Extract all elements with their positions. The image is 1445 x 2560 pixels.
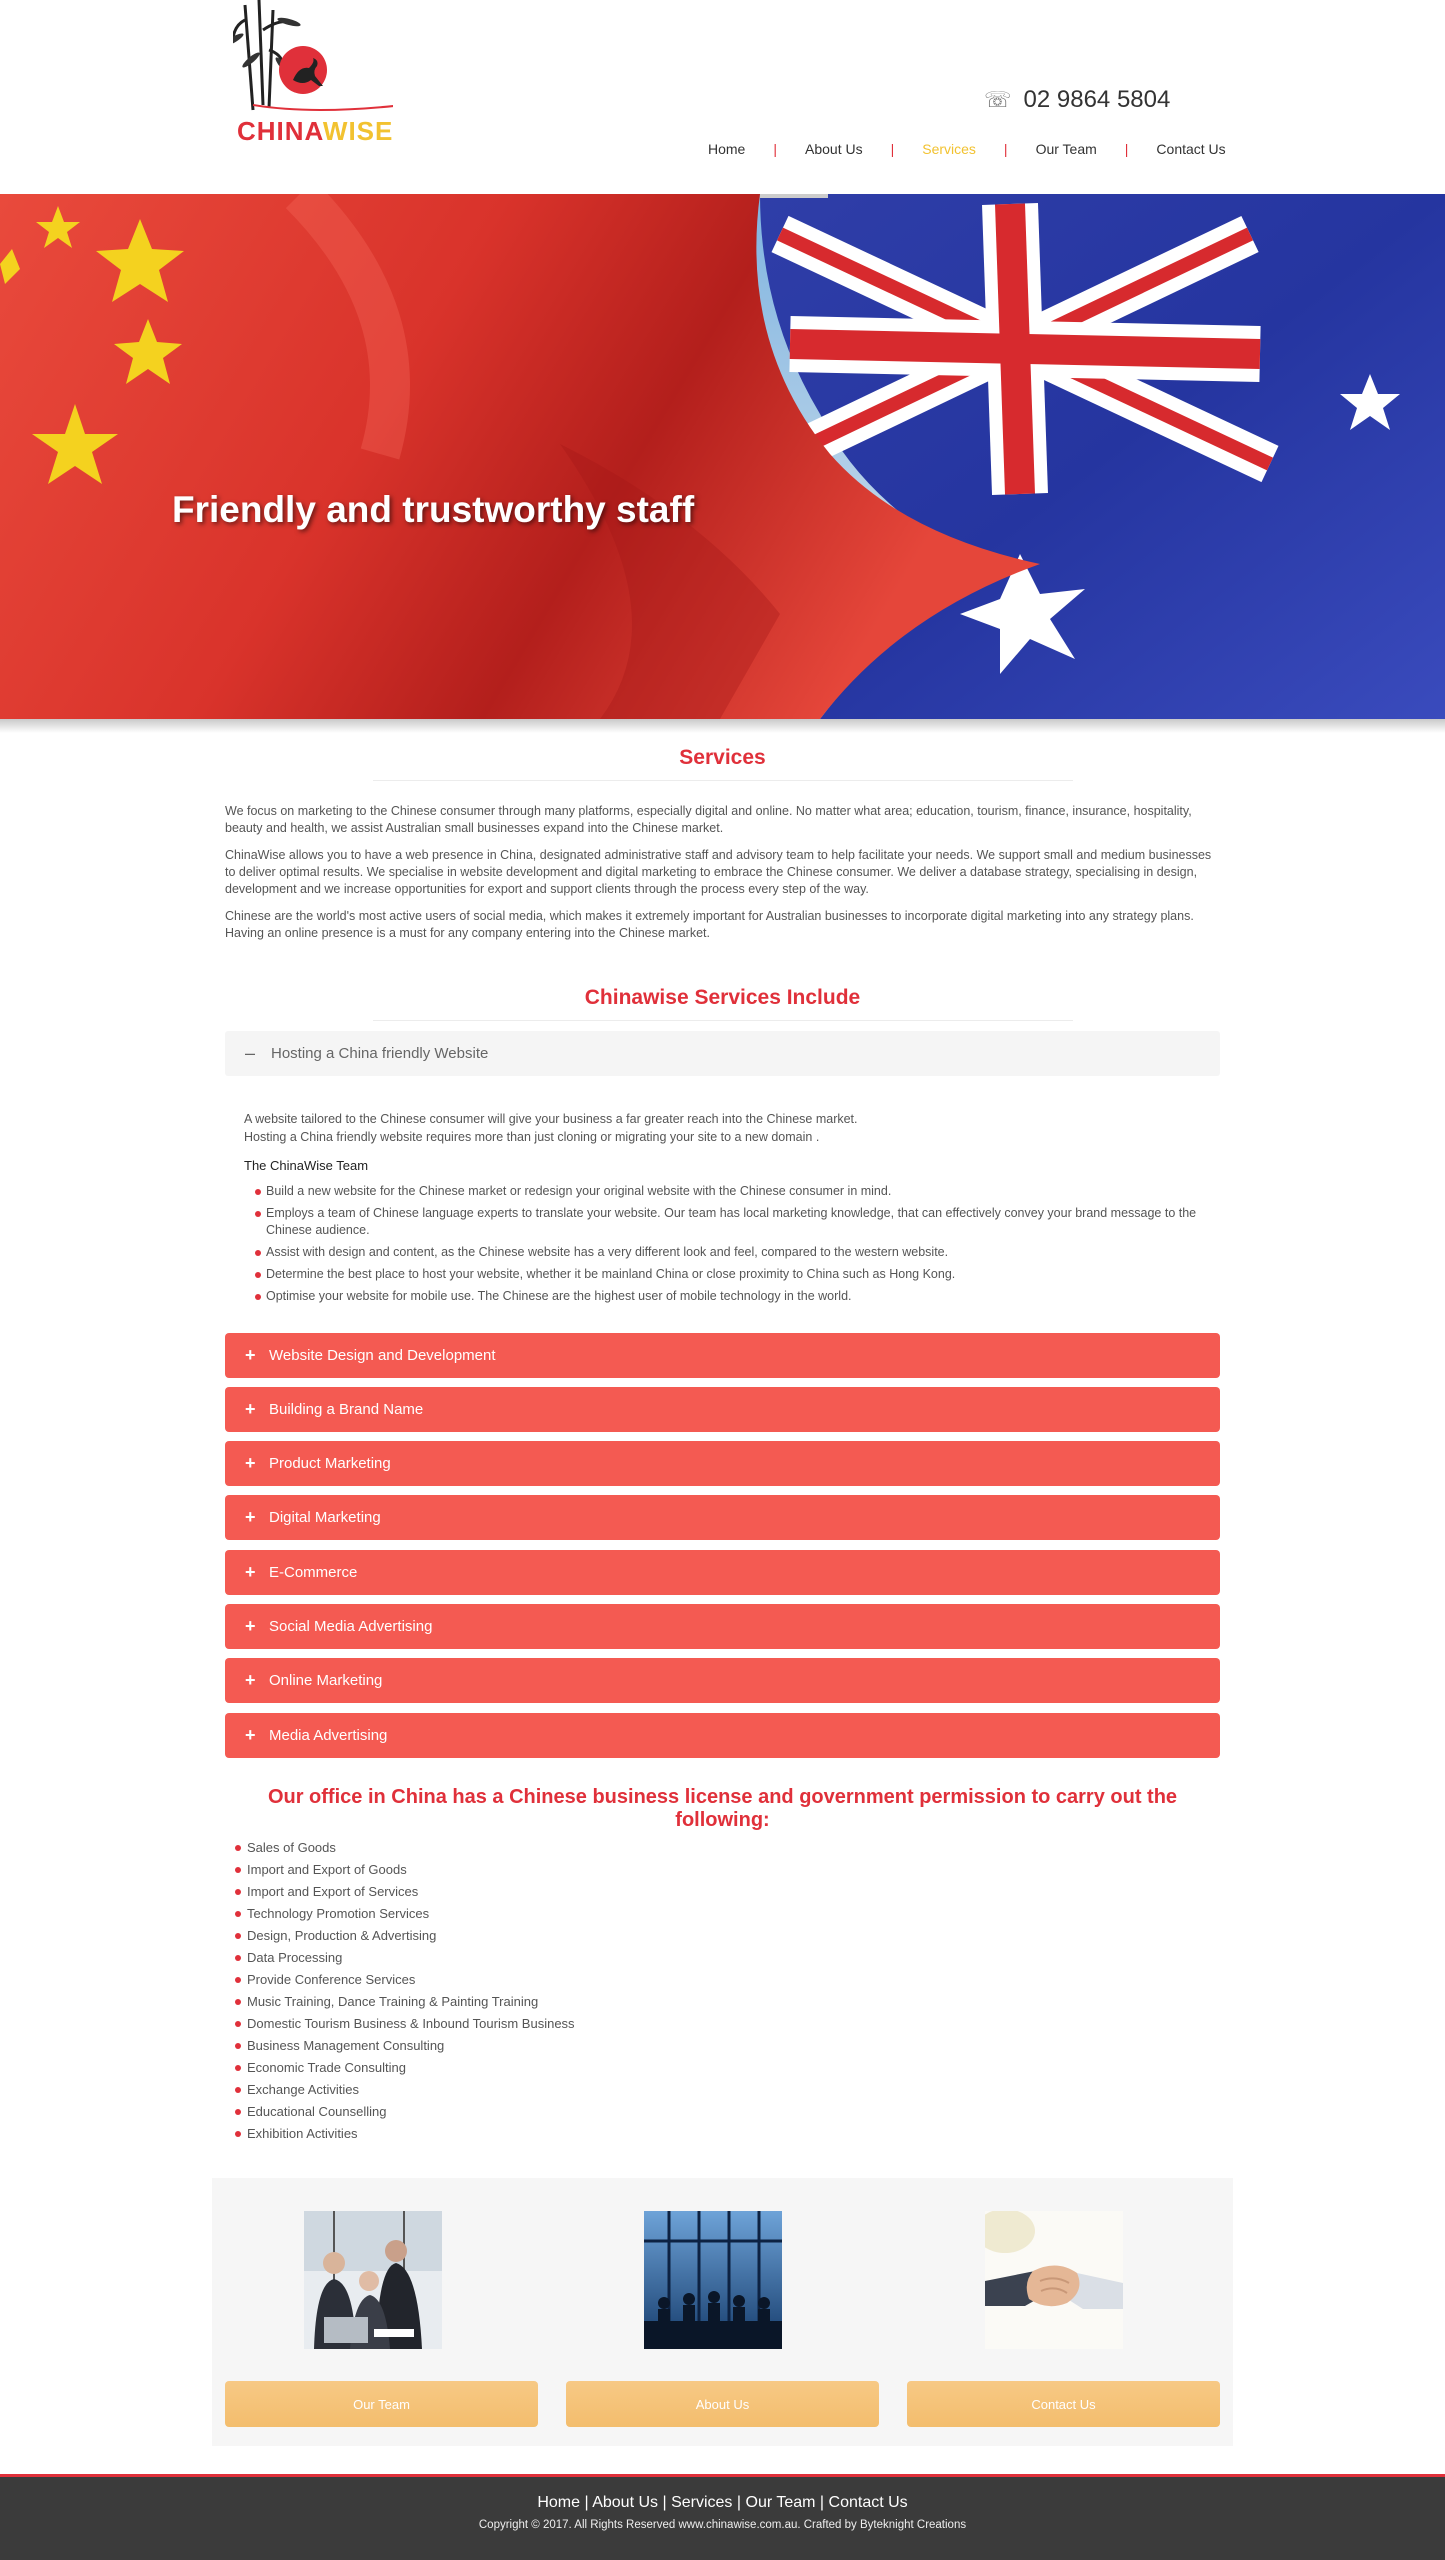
site-header [0,0,1445,194]
accordion-label: Hosting a China friendly Website [271,1045,489,1062]
minus-icon: – [245,1043,256,1063]
list-item: Import and Export of Goods [225,1862,575,1884]
phone-text: 02 9864 5804 [1023,86,1171,113]
list-item: Educational Counselling [225,2104,575,2126]
logo-word-wise: WISE [322,116,394,146]
accordion-label: Social Media Advertising [269,1618,433,1635]
feature-cards [212,2178,1233,2446]
nav-home[interactable]: Home [708,141,746,157]
copyright-text: Copyright © 2017. All Rights Reserved www.chinawise.com.au. Crafted by Byteknight Creations [478,2519,967,2531]
accordion-label: Building a Brand Name [269,1401,424,1418]
footer-link-home[interactable]: Home [537,2494,581,2511]
main-nav [680,141,1254,157]
list-item: Exhibition Activities [225,2126,575,2148]
list-item: Domestic Tourism Business & Inbound Tourism Business [225,2016,575,2038]
accordion-product-marketing[interactable] [225,1441,1220,1486]
hero-banner [0,194,1445,719]
footer-separator: | [819,2494,825,2511]
site-footer [0,2477,1445,2560]
nav-about-us[interactable]: About Us [805,141,863,157]
plus-icon: + [245,1399,256,1419]
footer-nav [0,2494,1445,2512]
footer-separator: | [662,2494,667,2511]
list-item: Economic Trade Consulting [225,2060,575,2082]
list-item: Sales of Goods [225,1840,575,1862]
flags-illustration [0,194,1445,719]
accordion-hosting-header[interactable] [225,1031,1220,1076]
list-item: Data Processing [225,1950,575,1972]
list-item: Assist with design and content, as the Chinese website has a very different look and feel, compared to the western website. [244,1244,1204,1261]
footer-separator: | [736,2494,742,2511]
services-section [225,746,1220,952]
our-team-button[interactable]: Our Team [225,2381,538,2427]
plus-icon: + [245,1725,256,1745]
accordion-social-media[interactable] [225,1604,1220,1649]
list-item: Employs a team of Chinese language experts to translate your website. Our team has local marketing knowledge, that can effectively convey your brand message to the Chinese audience. [244,1205,1204,1239]
services-include-title: Chinawise Services Include [584,986,861,1009]
plus-icon: + [245,1453,256,1473]
list-item: Determine the best place to host your website, whether it be mainland China or close proximity to China such as Hong Kong. [244,1266,1204,1283]
accordion-digital-marketing[interactable] [225,1495,1220,1540]
accordion-text: A website tailored to the Chinese consumer will give your business a far greater reach into the Chinese market. [244,1112,858,1126]
accordion-hosting-body [244,1110,1204,1310]
plus-icon: + [245,1507,256,1527]
office-license-title: Our office in China has a Chinese business license and government permission to carry out the following: [267,1786,1178,1831]
accordion-website-design[interactable] [225,1333,1220,1378]
contact-us-button[interactable]: Contact Us [907,2381,1220,2427]
nav-separator: | [773,141,777,157]
plus-icon: + [245,1670,256,1690]
list-item: Technology Promotion Services [225,1906,575,1928]
list-item: Business Management Consulting [225,2038,575,2060]
list-item: Import and Export of Services [225,1884,575,1906]
handshake-photo[interactable] [985,2211,1123,2349]
list-item: Design, Production & Advertising [225,1928,575,1950]
nav-separator: | [890,141,895,157]
footer-link-about-us[interactable]: About Us [592,2494,659,2511]
title-divider [373,1020,1073,1021]
accordion-label: Online Marketing [269,1672,383,1689]
footer-link-contact-us[interactable]: Contact Us [828,2494,908,2511]
bamboo-illustration [233,0,288,110]
plus-icon: + [245,1562,256,1582]
list-item: Exchange Activities [225,2082,575,2104]
nav-our-team[interactable]: Our Team [1035,141,1097,157]
logo-wordmark [237,116,393,147]
about-us-button[interactable]: About Us [566,2381,879,2427]
intro-paragraph: We focus on marketing to the Chinese consumer through many platforms, especially digital and online. No matter what area; education, tourism, finance, insurance, hospitality, beauty and health, we assist Australian small businesses expand into the Chinese market. [225,804,1192,835]
nav-services[interactable]: Services [922,141,976,157]
list-item: Music Training, Dance Training & Painting Training [225,1994,575,2016]
title-divider [373,780,1073,781]
accordion-online-marketing[interactable] [225,1658,1220,1703]
plus-icon: + [245,1345,256,1365]
hero-shadow [0,719,1445,733]
hosting-bullet-list [244,1183,1204,1305]
plus-icon: + [245,1616,256,1636]
accordion-label: Media Advertising [269,1727,388,1744]
services-title: Services [679,746,766,769]
list-item: Build a new website for the Chinese market or redesign your original website with the Chinese consumer in mind. [244,1183,1204,1200]
intro-paragraph: Chinese are the world's most active users of social media, which makes it extremely important for Australian businesses to incorporate digital marketing into any strategy plans. Having an online presence is a must for any company entering into the Chinese market. [225,909,1194,940]
accordion-media-advertising[interactable] [225,1713,1220,1758]
accordion-text: Hosting a China friendly website requires more than just cloning or migrating your site to a new domain . [244,1130,820,1144]
logo-word-china: CHINA [237,116,323,146]
footer-link-our-team[interactable]: Our Team [745,2494,816,2511]
office-silhouettes-photo[interactable] [644,2211,782,2349]
accordion-label: Product Marketing [269,1455,391,1472]
hero-caption: Friendly and trustworthy staff [172,489,695,530]
nav-separator: | [1124,141,1129,157]
phone-number [984,86,1170,114]
telephone-icon: ☏ [984,87,1012,112]
services-intro [225,803,1220,942]
intro-paragraph: ChinaWise allows you to have a web presence in China, designated administrative staff and advisory team to help facilitate your needs. We support small and medium businesses to deliver optimal results. We specialise in website development and digital marketing to embrace the Chinese consumer. We deliver a database strategy, specialising in design, development and we increase opportunities for export and support clients through the process every step of the way. [225,848,1212,896]
footer-link-services[interactable]: Services [671,2494,733,2511]
list-item: Provide Conference Services [225,1972,575,1994]
accordion-label: Digital Marketing [269,1509,381,1526]
footer-separator: | [584,2494,589,2511]
accordion-label: Website Design and Development [269,1347,496,1364]
nav-separator: | [1003,141,1008,157]
accordion-brand-name[interactable] [225,1387,1220,1432]
accordion-e-commerce[interactable] [225,1550,1220,1595]
office-activities-list [225,1840,575,2148]
list-item: Optimise your website for mobile use. The Chinese are the highest user of mobile technology in the world. [244,1288,1204,1305]
nav-contact-us[interactable]: Contact Us [1156,141,1226,157]
team-heading: The ChinaWise Team [244,1158,369,1173]
business-team-photo[interactable] [304,2211,442,2349]
services-include-header [225,986,1220,1021]
accordion-label: E-Commerce [269,1564,358,1581]
